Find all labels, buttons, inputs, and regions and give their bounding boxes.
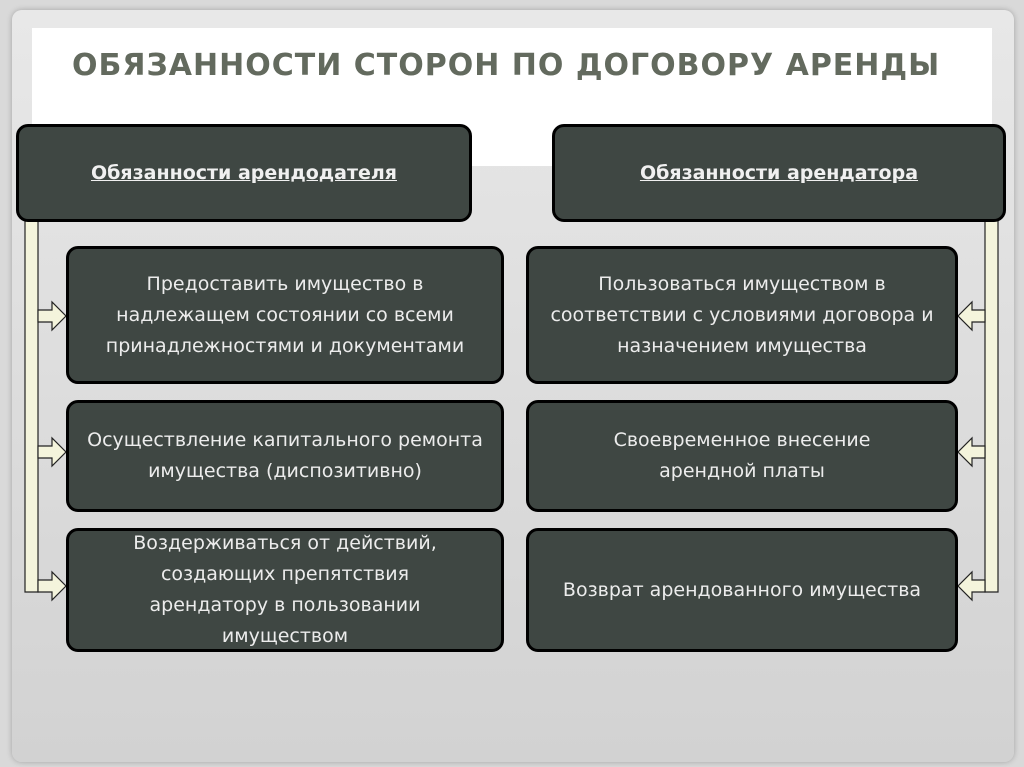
landlord-header — [16, 124, 472, 222]
left-connector-trunk — [25, 220, 38, 592]
left-arrow-2 — [38, 438, 66, 466]
tenant-header — [552, 124, 1006, 222]
landlord-item-1 — [66, 246, 504, 384]
tenant-item-2 — [526, 400, 958, 512]
tenant-header-label: Обязанности арендатора — [639, 161, 919, 184]
tenant-item-1 — [526, 246, 958, 384]
tenant-item-3 — [526, 528, 958, 652]
landlord-item-2 — [66, 400, 504, 512]
right-connector-trunk — [985, 220, 998, 592]
landlord-header-label: Обязанности арендодателя — [90, 161, 397, 184]
landlord-item-3-text: Воздерживаться от действий, создающих препятствия арендатору в пользовании имуществом — [133, 532, 437, 647]
left-arrow-3 — [38, 572, 66, 600]
tenant-item-1-text: Пользоваться имуществом в соответствии с условиями договора и назначением имущества — [550, 272, 934, 357]
right-arrow-2 — [958, 438, 985, 466]
right-arrow-3 — [958, 572, 985, 600]
tenant-item-3-text: Возврат арендованного имущества — [562, 578, 922, 601]
landlord-item-2-text: Осуществление капитального ремонта имущества (диспозитивно) — [87, 429, 483, 482]
landlord-item-1-text: Предоставить имущество в надлежащем состоянии со всеми принадлежностями и документами — [105, 272, 465, 357]
right-arrow-1 — [958, 302, 985, 330]
landlord-item-3 — [66, 528, 504, 652]
tenant-item-2-text: Своевременное внесение арендной платы — [613, 429, 871, 482]
left-arrow-1 — [38, 302, 66, 330]
slide-title: ОБЯЗАННОСТИ СТОРОН ПО ДОГОВОРУ АРЕНДЫ — [72, 48, 941, 83]
